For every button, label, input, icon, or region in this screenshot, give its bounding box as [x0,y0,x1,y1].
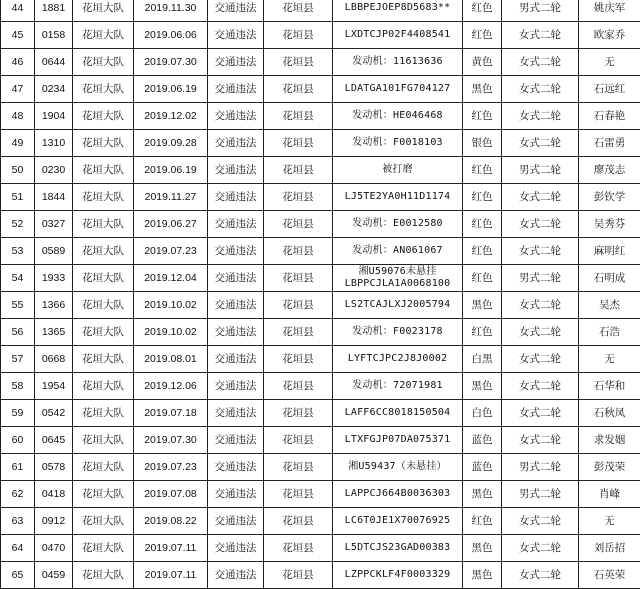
owner-cell: 无 [579,49,640,76]
vehicle-type-cell: 女式二轮 [502,22,579,49]
vehicle-type-cell: 男式二轮 [502,481,579,508]
vehicle-type-cell: 男式二轮 [502,0,579,22]
row-number-cell: 62 [1,481,35,508]
unit-cell: 花垣大队 [73,184,134,211]
county-cell: 花垣县 [264,373,333,400]
case-code-cell: 0234 [35,76,73,103]
vehicle-type-cell: 男式二轮 [502,265,579,292]
owner-cell: 无 [579,346,640,373]
vehicle-type-cell: 女式二轮 [502,400,579,427]
vehicle-type-cell: 女式二轮 [502,562,579,589]
table-row [1,211,640,238]
county-cell: 花垣县 [264,157,333,184]
case-code-cell: 0668 [35,346,73,373]
case-code-cell: 1844 [35,184,73,211]
county-cell: 花垣县 [264,49,333,76]
row-number-cell: 65 [1,562,35,589]
vin-cell: 发动机：11613636 [333,49,463,76]
date-cell: 2019.06.27 [134,211,208,238]
county-cell: 花垣县 [264,346,333,373]
date-cell: 2019.07.23 [134,238,208,265]
reason-cell: 交通违法 [208,400,264,427]
owner-cell: 石秋凤 [579,400,640,427]
county-cell: 花垣县 [264,238,333,265]
unit-cell: 花垣大队 [73,319,134,346]
case-code-cell: 1954 [35,373,73,400]
county-cell: 花垣县 [264,130,333,157]
vehicle-type-cell: 男式二轮 [502,454,579,481]
vehicle-type-cell: 女式二轮 [502,427,579,454]
vin-cell: LZPPCKLF4F0003329 [333,562,463,589]
reason-cell: 交通违法 [208,292,264,319]
color-cell: 白色 [463,400,502,427]
case-code-cell: 0912 [35,508,73,535]
county-cell: 花垣县 [264,103,333,130]
unit-cell: 花垣大队 [73,292,134,319]
date-cell: 2019.10.02 [134,319,208,346]
vin-cell: 发动机：F0018103 [333,130,463,157]
county-cell: 花垣县 [264,400,333,427]
owner-cell: 石明成 [579,265,640,292]
color-cell: 黑色 [463,481,502,508]
vehicle-type-cell: 女式二轮 [502,184,579,211]
vin-line-1: 湘U59076未悬挂 [358,266,437,277]
unit-cell: 花垣大队 [73,130,134,157]
table-row [1,0,640,22]
reason-cell: 交通违法 [208,265,264,292]
vehicle-type-cell: 女式二轮 [502,373,579,400]
table-row [1,238,640,265]
owner-cell: 肖峰 [579,481,640,508]
unit-cell: 花垣大队 [73,400,134,427]
color-cell: 黄色 [463,49,502,76]
reason-cell: 交通违法 [208,481,264,508]
unit-cell: 花垣大队 [73,49,134,76]
table-row [1,49,640,76]
owner-cell: 石远红 [579,76,640,103]
vehicle-type-cell: 女式二轮 [502,49,579,76]
date-cell: 2019.07.23 [134,454,208,481]
case-code-cell: 1366 [35,292,73,319]
table-row [1,130,640,157]
vin-cell [333,265,463,292]
table-row [1,265,640,292]
date-cell: 2019.09.28 [134,130,208,157]
color-cell: 白黑 [463,346,502,373]
row-number-cell: 59 [1,400,35,427]
date-cell: 2019.12.02 [134,103,208,130]
unit-cell: 花垣大队 [73,76,134,103]
county-cell: 花垣县 [264,184,333,211]
case-code-cell: 0578 [35,454,73,481]
table-body [1,0,640,589]
county-cell: 花垣县 [264,427,333,454]
row-number-cell: 53 [1,238,35,265]
case-code-cell: 0644 [35,49,73,76]
vin-cell: LAPPCJ664B0036303 [333,481,463,508]
row-number-cell: 58 [1,373,35,400]
table-row [1,535,640,562]
date-cell: 2019.07.11 [134,562,208,589]
color-cell: 红色 [463,184,502,211]
county-cell: 花垣县 [264,535,333,562]
vin-cell: 发动机：HE046468 [333,103,463,130]
owner-cell: 姚庆军 [579,0,640,22]
reason-cell: 交通违法 [208,427,264,454]
row-number-cell: 60 [1,427,35,454]
unit-cell: 花垣大队 [73,22,134,49]
row-number-cell: 44 [1,0,35,22]
date-cell: 2019.06.19 [134,157,208,184]
unit-cell: 花垣大队 [73,427,134,454]
row-number-cell: 61 [1,454,35,481]
vin-cell: LYFTCJPC2J8J0002 [333,346,463,373]
date-cell: 2019.11.27 [134,184,208,211]
table-row [1,184,640,211]
unit-cell: 花垣大队 [73,211,134,238]
date-cell: 2019.07.18 [134,400,208,427]
unit-cell: 花垣大队 [73,0,134,22]
reason-cell: 交通违法 [208,535,264,562]
vehicle-type-cell: 女式二轮 [502,76,579,103]
case-code-cell: 0158 [35,22,73,49]
reason-cell: 交通违法 [208,373,264,400]
date-cell: 2019.07.30 [134,427,208,454]
date-cell: 2019.08.01 [134,346,208,373]
county-cell: 花垣县 [264,319,333,346]
table-row [1,76,640,103]
color-cell: 红色 [463,0,502,22]
date-cell: 2019.06.06 [134,22,208,49]
vehicle-type-cell: 女式二轮 [502,103,579,130]
color-cell: 红色 [463,103,502,130]
owner-cell: 石春艳 [579,103,640,130]
case-code-cell: 1904 [35,103,73,130]
row-number-cell: 63 [1,508,35,535]
owner-cell: 石雷勇 [579,130,640,157]
unit-cell: 花垣大队 [73,508,134,535]
date-cell: 2019.12.06 [134,373,208,400]
date-cell: 2019.12.04 [134,265,208,292]
reason-cell: 交通违法 [208,0,264,22]
unit-cell: 花垣大队 [73,238,134,265]
owner-cell: 石华和 [579,373,640,400]
county-cell: 花垣县 [264,292,333,319]
vehicle-type-cell: 男式二轮 [502,157,579,184]
vin-line-2: LBPPCJLA1A0068100 [344,278,451,289]
color-cell: 银色 [463,130,502,157]
reason-cell: 交通违法 [208,103,264,130]
unit-cell: 花垣大队 [73,562,134,589]
owner-cell: 彭钦学 [579,184,640,211]
case-code-cell: 0589 [35,238,73,265]
case-code-cell: 0327 [35,211,73,238]
date-cell: 2019.11.30 [134,0,208,22]
vin-cell: 发动机：F0023178 [333,319,463,346]
vin-cell: 发动机：AN061067 [333,238,463,265]
row-number-cell: 64 [1,535,35,562]
table-row [1,346,640,373]
county-cell: 花垣县 [264,481,333,508]
vehicle-type-cell: 女式二轮 [502,292,579,319]
row-number-cell: 49 [1,130,35,157]
table-row [1,373,640,400]
vin-cell: 湘U59437（未悬挂） [333,454,463,481]
row-number-cell: 50 [1,157,35,184]
vehicle-type-cell: 女式二轮 [502,346,579,373]
owner-cell: 吴秀芬 [579,211,640,238]
vin-cell: LXDTCJP02F4408541 [333,22,463,49]
unit-cell: 花垣大队 [73,265,134,292]
reason-cell: 交通违法 [208,49,264,76]
case-code-cell: 0470 [35,535,73,562]
row-number-cell: 57 [1,346,35,373]
case-code-cell: 0542 [35,400,73,427]
row-number-cell: 56 [1,319,35,346]
case-code-cell: 1933 [35,265,73,292]
color-cell: 红色 [463,211,502,238]
vehicle-type-cell: 女式二轮 [502,508,579,535]
vin-cell: L5DTCJS23GAD00383 [333,535,463,562]
case-code-cell: 0230 [35,157,73,184]
county-cell: 花垣县 [264,265,333,292]
owner-cell: 石英荣 [579,562,640,589]
vin-cell: LJ5TE2YA0H11D1174 [333,184,463,211]
owner-cell: 吴杰 [579,292,640,319]
case-code-cell: 0418 [35,481,73,508]
color-cell: 黑色 [463,373,502,400]
case-code-cell: 0459 [35,562,73,589]
county-cell: 花垣县 [264,76,333,103]
owner-cell: 刘岳招 [579,535,640,562]
owner-cell: 欧家乔 [579,22,640,49]
color-cell: 红色 [463,319,502,346]
unit-cell: 花垣大队 [73,481,134,508]
unit-cell: 花垣大队 [73,346,134,373]
reason-cell: 交通违法 [208,184,264,211]
table-row [1,157,640,184]
color-cell: 红色 [463,265,502,292]
vehicle-type-cell: 女式二轮 [502,130,579,157]
unit-cell: 花垣大队 [73,157,134,184]
row-number-cell: 55 [1,292,35,319]
county-cell: 花垣县 [264,211,333,238]
reason-cell: 交通违法 [208,454,264,481]
color-cell: 黑色 [463,562,502,589]
vehicle-type-cell: 女式二轮 [502,535,579,562]
table-row [1,22,640,49]
color-cell: 蓝色 [463,454,502,481]
case-code-cell: 0645 [35,427,73,454]
table-row [1,481,640,508]
vin-cell: LDATGA101FG704127 [333,76,463,103]
owner-cell: 彭茂荣 [579,454,640,481]
case-code-cell: 1310 [35,130,73,157]
owner-cell: 求发姻 [579,427,640,454]
county-cell: 花垣县 [264,508,333,535]
color-cell: 红色 [463,508,502,535]
table-row [1,292,640,319]
reason-cell: 交通违法 [208,562,264,589]
date-cell: 2019.07.08 [134,481,208,508]
row-number-cell: 51 [1,184,35,211]
row-number-cell: 45 [1,22,35,49]
date-cell: 2019.06.19 [134,76,208,103]
color-cell: 红色 [463,238,502,265]
reason-cell: 交通违法 [208,238,264,265]
vin-cell: 发动机：72071981 [333,373,463,400]
row-number-cell: 54 [1,265,35,292]
unit-cell: 花垣大队 [73,454,134,481]
date-cell: 2019.10.02 [134,292,208,319]
reason-cell: 交通违法 [208,130,264,157]
vin-cell: LBBPEJOEP8D5683** [333,0,463,22]
reason-cell: 交通违法 [208,76,264,103]
county-cell: 花垣县 [264,0,333,22]
table-row [1,400,640,427]
row-number-cell: 46 [1,49,35,76]
reason-cell: 交通违法 [208,22,264,49]
reason-cell: 交通违法 [208,346,264,373]
vin-cell: 发动机：E0012580 [333,211,463,238]
owner-cell: 石浩 [579,319,640,346]
vehicle-type-cell: 女式二轮 [502,238,579,265]
row-number-cell: 48 [1,103,35,130]
county-cell: 花垣县 [264,22,333,49]
reason-cell: 交通违法 [208,211,264,238]
color-cell: 黑色 [463,292,502,319]
county-cell: 花垣县 [264,562,333,589]
table-row [1,454,640,481]
row-number-cell: 47 [1,76,35,103]
case-code-cell: 1881 [35,0,73,22]
owner-cell: 廖茂志 [579,157,640,184]
table-row [1,103,640,130]
color-cell: 红色 [463,157,502,184]
row-number-cell: 52 [1,211,35,238]
table-row [1,508,640,535]
reason-cell: 交通违法 [208,157,264,184]
color-cell: 红色 [463,22,502,49]
vin-cell: LTXFGJP07DA075371 [333,427,463,454]
vin-cell: 被打磨 [333,157,463,184]
table-row [1,562,640,589]
unit-cell: 花垣大队 [73,535,134,562]
reason-cell: 交通违法 [208,319,264,346]
date-cell: 2019.08.22 [134,508,208,535]
vin-cell: LAFF6CC8018150504 [333,400,463,427]
color-cell: 蓝色 [463,427,502,454]
date-cell: 2019.07.30 [134,49,208,76]
vehicle-type-cell: 女式二轮 [502,211,579,238]
vehicle-type-cell: 女式二轮 [502,319,579,346]
unit-cell: 花垣大队 [73,373,134,400]
vin-cell: LS2TCAJLXJ2005794 [333,292,463,319]
color-cell: 黑色 [463,76,502,103]
owner-cell: 麻明红 [579,238,640,265]
date-cell: 2019.07.11 [134,535,208,562]
case-code-cell: 1365 [35,319,73,346]
color-cell: 黑色 [463,535,502,562]
reason-cell: 交通违法 [208,508,264,535]
county-cell: 花垣县 [264,454,333,481]
table-row [1,427,640,454]
table-row [1,319,640,346]
unit-cell: 花垣大队 [73,103,134,130]
vin-cell: LC6T0JE1X70076925 [333,508,463,535]
owner-cell: 无 [579,508,640,535]
